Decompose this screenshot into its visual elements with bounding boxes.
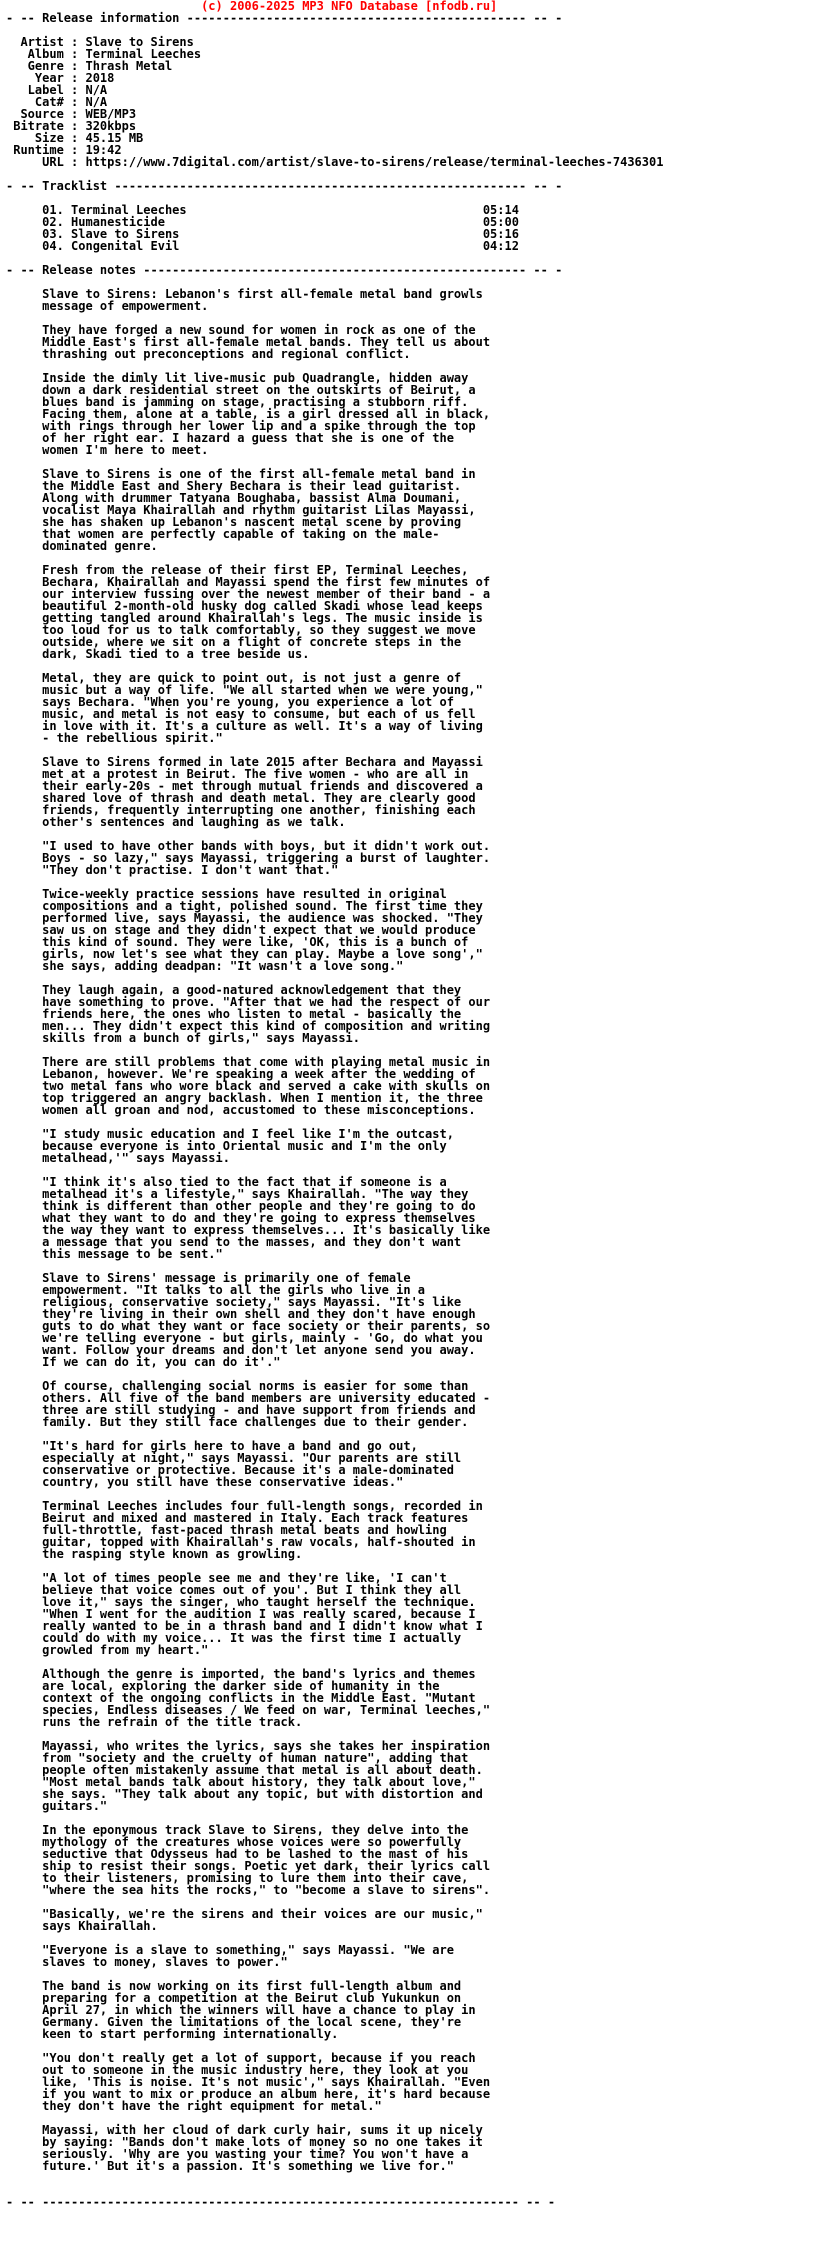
- nfo-line: Along with drummer Tatyana Boughaba, bassist Alma Doumani,: [6, 491, 462, 505]
- nfo-line: the way they want to express themselves... It's basically like: [6, 1223, 491, 1237]
- nfo-line: 03. Slave to Sirens 05:16: [6, 227, 519, 241]
- nfo-line: outside, where we sit on a flight of concrete steps in the: [6, 635, 462, 649]
- nfo-line: country, you still have these conservative ideas.": [6, 1475, 404, 1489]
- nfo-line: Bitrate : 320kbps: [6, 119, 137, 133]
- nfo-line: dominated genre.: [6, 539, 158, 553]
- nfo-line: others. All five of the band members are university educated -: [6, 1391, 491, 1405]
- nfo-line: that women are perfectly capable of taking on the male-: [6, 527, 440, 541]
- nfo-line: like, 'This is noise. It's not music'," says Khairallah. "Even: [6, 2075, 491, 2089]
- nfo-line: skills from a bunch of girls," says Mayassi.: [6, 1031, 361, 1045]
- nfo-line: Label : N/A: [6, 83, 108, 97]
- nfo-line: Cat# : N/A: [6, 95, 108, 109]
- nfo-line: Of course, challenging social norms is easier for some than: [6, 1379, 469, 1393]
- nfo-line: blues band is jamming on stage, practising a stubborn riff.: [6, 395, 469, 409]
- section-divider: - -- ------------------------------------------------------------------ -- -: [6, 2195, 556, 2208]
- section-divider: - -- Tracklist --------------------------------------------------------- -- -: [6, 179, 563, 193]
- nfo-line: our interview fussing over the newest member of their band - a: [6, 587, 491, 601]
- nfo-line: Size : 45.15 MB: [6, 131, 144, 145]
- nfo-line: we're telling everyone - but girls, mainly - 'Go, do what you: [6, 1331, 483, 1345]
- nfo-line: in love with it. It's a culture as well. It's a way of living: [6, 719, 483, 733]
- nfo-line: performed live, says Mayassi, the audience was shocked. "They: [6, 911, 483, 925]
- nfo-line: are local, exploring the darker side of humanity in the: [6, 1679, 440, 1693]
- nfo-line: 04. Congenital Evil 04:12: [6, 239, 519, 253]
- nfo-line: guitars.": [6, 1799, 108, 1813]
- nfo-line: she has shaken up Lebanon's nascent metal scene by proving: [6, 515, 462, 529]
- nfo-line: Fresh from the release of their first EP, Terminal Leeches,: [6, 563, 469, 577]
- nfo-line: URL : https://www.7digital.com/artist/slave-to-sirens/release/terminal-leeches-7436301: [6, 155, 664, 169]
- nfo-line: Mayassi, with her cloud of dark curly hair, sums it up nicely: [6, 2123, 483, 2137]
- nfo-line: mythology of the creatures whose voices were so powerfully: [6, 1835, 462, 1849]
- nfo-line: April 27, in which the winners will have a chance to play in: [6, 2003, 476, 2017]
- nfo-line: down a dark residential street on the outskirts of Beirut, a: [6, 383, 476, 397]
- nfo-line: - the rebellious spirit.": [6, 731, 223, 745]
- nfo-line: Slave to Sirens' message is primarily one of female: [6, 1271, 411, 1285]
- nfo-line: want. Follow your dreams and don't let anyone send you away.: [6, 1343, 476, 1357]
- nfo-line: girls, now let's see what they can play. Maybe a love song',": [6, 947, 483, 961]
- nfo-line: "It's hard for girls here to have a band and go out,: [6, 1439, 418, 1453]
- nfo-line: seductive that Odysseus had to be lashed to the mast of his: [6, 1847, 469, 1861]
- nfo-line: Album : Terminal Leeches: [6, 47, 202, 61]
- nfo-line: met at a protest in Beirut. The five women - who are all in: [6, 767, 469, 781]
- nfo-line: by saying: "Bands don't make lots of money so no one takes it: [6, 2135, 483, 2149]
- nfo-line: shared love of thrash and death metal. They are clearly good: [6, 791, 476, 805]
- nfo-line: especially at night," says Mayassi. "Our parents are still: [6, 1451, 462, 1465]
- nfo-line: friends, frequently interrupting one another, finishing each: [6, 803, 476, 817]
- nfo-line: species, Endless diseases / We feed on war, Terminal leeches,": [6, 1703, 491, 1717]
- nfo-line: In the eponymous track Slave to Sirens, they delve into the: [6, 1823, 469, 1837]
- nfo-line: the rasping style known as growling.: [6, 1547, 303, 1561]
- nfo-line: Slave to Sirens: Lebanon's first all-female metal band growls: [6, 287, 483, 301]
- nfo-line: Boys - so lazy," says Mayassi, triggering a burst of laughter.: [6, 851, 491, 865]
- nfo-line: Middle East's first all-female metal bands. They tell us about: [6, 335, 491, 349]
- nfo-line: dark, Skadi tied to a tree beside us.: [6, 647, 310, 661]
- nfo-line: getting tangled around Khairallah's legs. The music inside is: [6, 611, 483, 625]
- nfo-line: growled from my heart.": [6, 1643, 209, 1657]
- nfo-line: three are still studying - and have support from friends and: [6, 1403, 476, 1417]
- nfo-line: 02. Humanesticide 05:00: [6, 215, 519, 229]
- nfo-line: of her right ear. I hazard a guess that she is one of the: [6, 431, 454, 445]
- nfo-line: to their listeners, promising to lure them into their cave,: [6, 1871, 469, 1885]
- nfo-line: beautiful 2-month-old husky dog called Skadi whose lead keeps: [6, 599, 483, 613]
- nfo-line: out to someone in the music industry here, they look at you: [6, 2063, 469, 2077]
- nfo-line: Year : 2018: [6, 71, 115, 85]
- nfo-line: this message to be sent.": [6, 1247, 223, 1261]
- nfo-line: "I used to have other bands with boys, but it didn't work out.: [6, 839, 491, 853]
- nfo-line: really wanted to be in a thrash band and I didn't know what I: [6, 1619, 483, 1633]
- nfo-line: full-throttle, fast-paced thrash metal beats and howling: [6, 1523, 447, 1537]
- nfo-line: they don't have the right equipment for metal.": [6, 2099, 382, 2113]
- nfo-line: future.' But it's a passion. It's something we live for.": [6, 2159, 454, 2173]
- nfo-line: women I'm here to meet.: [6, 443, 209, 457]
- nfo-line: women all groan and nod, accustomed to these misconceptions.: [6, 1103, 476, 1117]
- nfo-line: could do with my voice... It was the first time I actually: [6, 1631, 462, 1645]
- nfo-line: two metal fans who wore black and served a cake with skulls on: [6, 1079, 491, 1093]
- nfo-line: too loud for us to talk comfortably, so they suggest we move: [6, 623, 476, 637]
- nfo-line: "Everyone is a slave to something," says Mayassi. "We are: [6, 1943, 454, 1957]
- nfo-line: Germany. Given the limitations of the local scene, they're: [6, 2015, 462, 2029]
- nfo-line: have something to prove. "After that we had the respect of our: [6, 995, 491, 1009]
- nfo-line: Inside the dimly lit live-music pub Quadrangle, hidden away: [6, 371, 469, 385]
- nfo-line: There are still problems that come with playing metal music in: [6, 1055, 491, 1069]
- nfo-line: Lebanon, however. We're speaking a week after the wedding of: [6, 1067, 476, 1081]
- nfo-line: believe that voice comes out of you'. But I think they all: [6, 1583, 462, 1597]
- nfo-line: Source : WEB/MP3: [6, 107, 137, 121]
- nfo-line: Genre : Thrash Metal: [6, 59, 173, 73]
- nfo-line: this kind of sound. They were like, 'OK, this is a bunch of: [6, 935, 469, 949]
- nfo-line: Facing them, alone at a table, is a girl dressed all in black,: [6, 407, 491, 421]
- nfo-line: Artist : Slave to Sirens: [6, 35, 194, 49]
- nfo-line: she says, adding deadpan: "It wasn't a love song.": [6, 959, 404, 973]
- nfo-line: keen to start performing internationally.: [6, 2027, 339, 2041]
- nfo-line: family. But they still face challenges due to their gender.: [6, 1415, 469, 1429]
- nfo-line: conservative or protective. Because it's a male-dominated: [6, 1463, 454, 1477]
- nfo-line: ship to resist their songs. Poetic yet dark, their lyrics call: [6, 1859, 491, 1873]
- nfo-line: with rings through her lower lip and a spike through the top: [6, 419, 476, 433]
- nfo-line: Beirut and mixed and mastered in Italy. Each track features: [6, 1511, 469, 1525]
- nfo-line: preparing for a competition at the Beirut club Yukunkun on: [6, 1991, 462, 2005]
- nfo-line: "A lot of times people see me and they're like, 'I can't: [6, 1571, 447, 1585]
- nfo-line: thrashing out preconceptions and regional conflict.: [6, 347, 411, 361]
- nfo-line: Slave to Sirens formed in late 2015 after Bechara and Mayassi: [6, 755, 483, 769]
- nfo-line: saw us on stage and they didn't expect that we would produce: [6, 923, 476, 937]
- nfo-line: Mayassi, who writes the lyrics, says she takes her inspiration: [6, 1739, 491, 1753]
- nfo-line: compositions and a tight, polished sound. The first time they: [6, 899, 483, 913]
- nfo-line: Although the genre is imported, the band's lyrics and themes: [6, 1667, 476, 1681]
- nfo-line: [6, 2172, 816, 2184]
- nfo-line: seriously. 'Why are you wasting your time? You won't have a: [6, 2147, 469, 2161]
- nfo-line: "Basically, we're the sirens and their voices are our music,": [6, 1907, 483, 1921]
- nfo-line: says Khairallah.: [6, 1919, 158, 1933]
- nfo-line: a message that you send to the masses, and they don't want: [6, 1235, 462, 1249]
- nfo-line: religious, conservative society," says Mayassi. "It's like: [6, 1295, 462, 1309]
- nfo-line: top triggered an angry backlash. When I mention it, the three: [6, 1091, 483, 1105]
- copyright-header: (c) 2006-2025 MP3 NFO Database [nfodb.ru]: [6, 0, 498, 13]
- nfo-line: says Bechara. "When you're young, you experience a lot of: [6, 695, 454, 709]
- nfo-line: vocalist Maya Khairallah and rhythm guitarist Lilas Mayassi,: [6, 503, 476, 517]
- nfo-line: if you want to mix or produce an album here, it's hard because: [6, 2087, 491, 2101]
- nfo-line: "where the sea hits the rocks," to "become a slave to sirens".: [6, 1883, 491, 1897]
- nfo-line: music, and metal is not easy to consume, but each of us fell: [6, 707, 476, 721]
- nfo-line: guts to do what they want or face society or their parents, so: [6, 1319, 491, 1333]
- nfo-line: their early-20s - met through mutual friends and discovered a: [6, 779, 483, 793]
- nfo-line: "I study music education and I feel like I'm the outcast,: [6, 1127, 454, 1141]
- nfo-line: Twice-weekly practice sessions have resulted in original: [6, 887, 447, 901]
- nfo-line: love it," says the singer, who taught herself the technique.: [6, 1595, 476, 1609]
- nfo-line: They have forged a new sound for women in rock as one of the: [6, 323, 476, 337]
- nfo-line: what they want to do and they're going to express themselves: [6, 1211, 476, 1225]
- nfo-line: message of empowerment.: [6, 299, 209, 313]
- nfo-line: If we can do it, you can do it'.": [6, 1355, 281, 1369]
- nfo-line: "When I went for the audition I was really scared, because I: [6, 1607, 476, 1621]
- nfo-line: "They don't practise. I don't want that.": [6, 863, 339, 877]
- nfo-line: "I think it's also tied to the fact that if someone is a: [6, 1175, 447, 1189]
- nfo-line: The band is now working on its first full-length album and: [6, 1979, 462, 1993]
- nfo-line: context of the ongoing conflicts in the Middle East. "Mutant: [6, 1691, 476, 1705]
- nfo-line: the Middle East and Shery Bechara is their lead guitarist.: [6, 479, 462, 493]
- nfo-line: they're living in their own shell and they don't have enough: [6, 1307, 476, 1321]
- nfo-line: slaves to money, slaves to power.": [6, 1955, 288, 1969]
- nfo-line: Bechara, Khairallah and Mayassi spend the first few minutes of: [6, 575, 491, 589]
- nfo-line: guitar, topped with Khairallah's raw vocals, half-shouted in: [6, 1535, 476, 1549]
- nfo-line: music but a way of life. "We all started when we were young,": [6, 683, 483, 697]
- nfo-line: Runtime : 19:42: [6, 143, 122, 157]
- nfo-line: "Most metal bands talk about history, they talk about love,": [6, 1775, 476, 1789]
- nfo-line: other's sentences and laughing as we talk.: [6, 815, 346, 829]
- nfo-line: Terminal Leeches includes four full-length songs, recorded in: [6, 1499, 483, 1513]
- nfo-line: men... They didn't expect this kind of composition and writing: [6, 1019, 491, 1033]
- nfo-line: think is different than other people and they're going to do: [6, 1199, 476, 1213]
- section-divider: - -- Release notes ----------------------------------------------------- -- -: [6, 263, 563, 277]
- nfo-line: because everyone is into Oriental music and I'm the only: [6, 1139, 447, 1153]
- nfo-line: They laugh again, a good-natured acknowledgement that they: [6, 983, 462, 997]
- nfo-line: from "society and the cruelty of human nature", adding that: [6, 1751, 469, 1765]
- nfo-line: Slave to Sirens is one of the first all-female metal band in: [6, 467, 476, 481]
- section-divider: - -- Release information ----------------------------------------------- -- -: [6, 11, 563, 25]
- nfo-line: empowerment. "It talks to all the girls who live in a: [6, 1283, 426, 1297]
- nfo-line: friends here, the ones who listen to metal - basically the: [6, 1007, 462, 1021]
- nfo-line: people often mistakenly assume that metal is all about death.: [6, 1763, 483, 1777]
- nfo-line: runs the refrain of the title track.: [6, 1715, 303, 1729]
- nfo-line: she says. "They talk about any topic, but with distortion and: [6, 1787, 483, 1801]
- nfo-line: "You don't really get a lot of support, because if you reach: [6, 2051, 476, 2065]
- nfo-line: Metal, they are quick to point out, is not just a genre of: [6, 671, 462, 685]
- nfo-line: metalhead it's a lifestyle," says Khairallah. "The way they: [6, 1187, 469, 1201]
- nfo-line: metalhead,'" says Mayassi.: [6, 1151, 230, 1165]
- nfo-line: 01. Terminal Leeches 05:14: [6, 203, 519, 217]
